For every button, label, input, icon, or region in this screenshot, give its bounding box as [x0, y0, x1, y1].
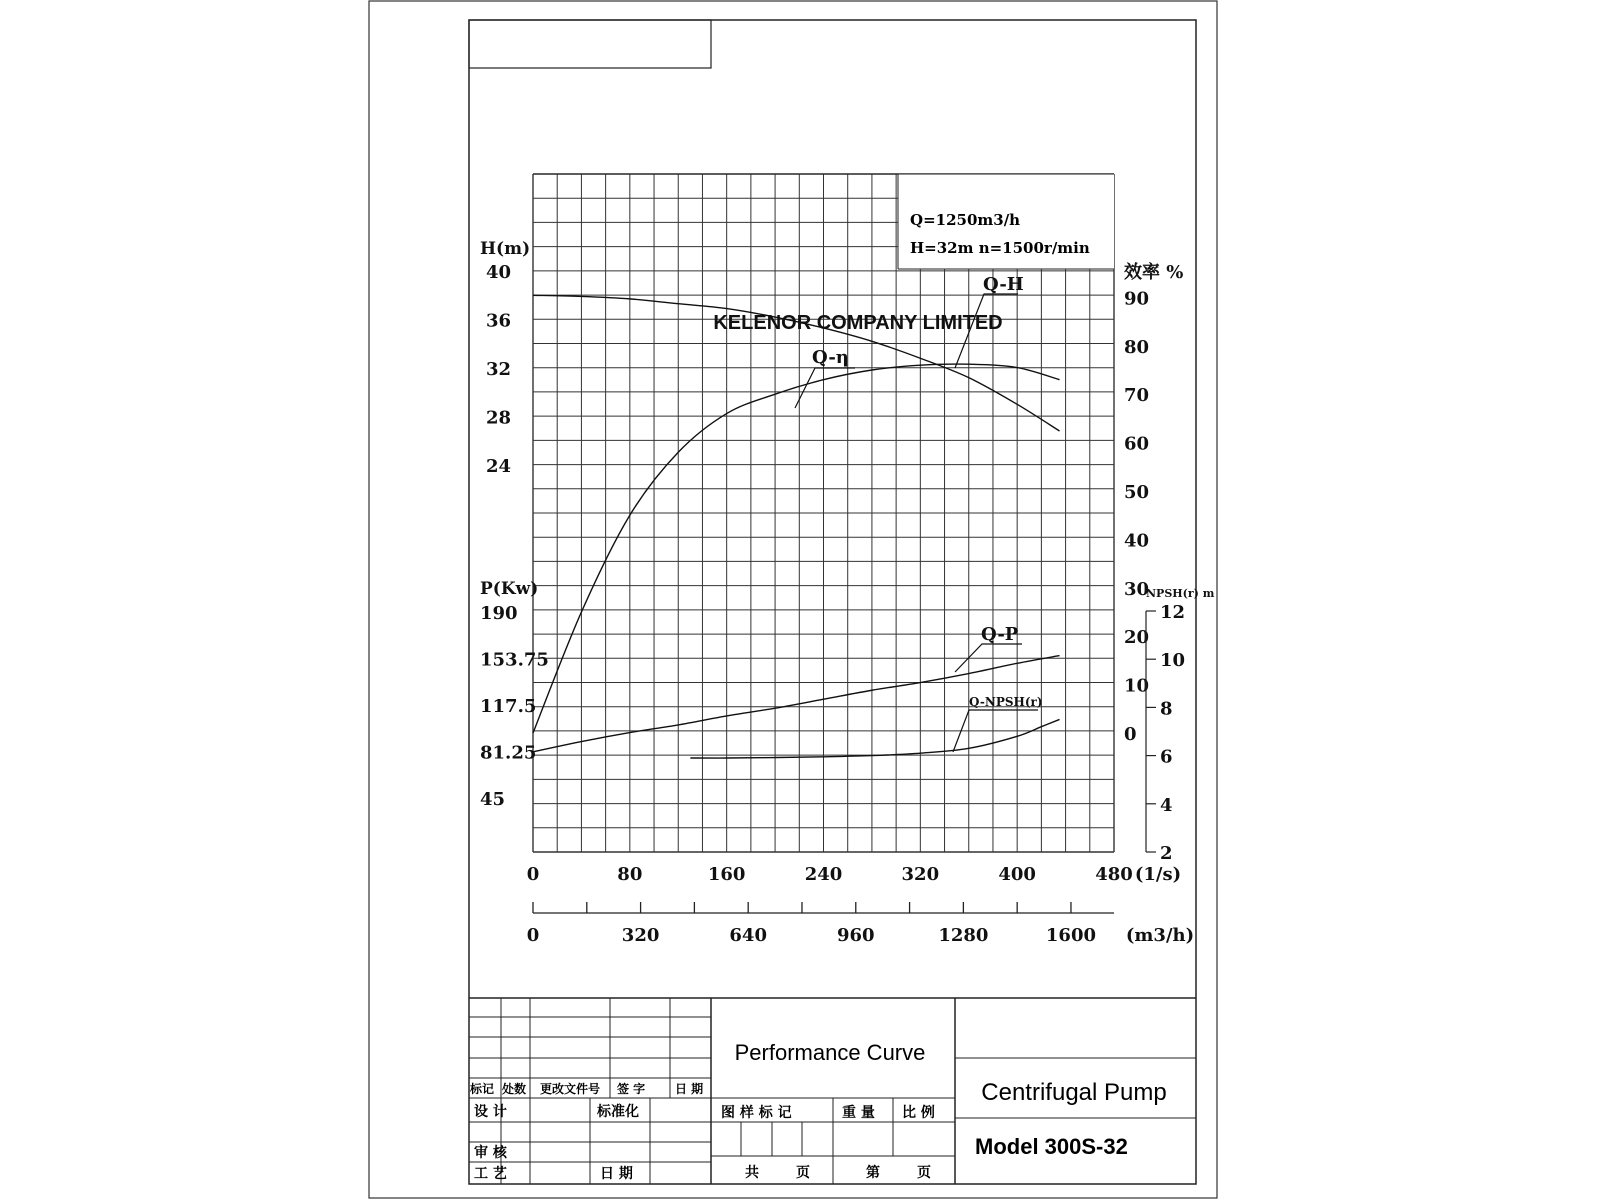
model-name: Model 300S-32	[975, 1134, 1128, 1159]
power-tick-label: 190	[480, 603, 518, 624]
rev-header-count: 处数	[502, 1082, 527, 1096]
npsh-tick-label: 10	[1160, 650, 1186, 672]
x-ls-tick-label: 400	[998, 864, 1036, 885]
power-tick-label: 153.75	[480, 649, 549, 671]
rev-header-mark: 标记	[470, 1082, 495, 1096]
rev-header-date: 日 期	[675, 1082, 704, 1096]
x-m3h-tick-label: 640	[729, 925, 767, 946]
efficiency-tick-label: 20	[1124, 627, 1150, 649]
power-tick-label: 81.25	[480, 742, 537, 764]
x-ls-unit-label: (1/s)	[1134, 864, 1182, 885]
x-m3h-tick-label: 1280	[938, 925, 989, 946]
doc-title: Performance Curve	[734, 1040, 926, 1065]
power-tick-label: 117.5	[480, 696, 537, 717]
q-eta-label: Q-η	[812, 347, 849, 368]
x-m3h-tick-label: 1600	[1045, 925, 1097, 946]
x-m3h-unit-label: (m3/h)	[1125, 925, 1195, 946]
npsh-tick-label: 12	[1160, 602, 1186, 623]
head-tick-label: 28	[486, 407, 512, 429]
drawing-code-box	[469, 20, 711, 68]
efficiency-tick-label: 80	[1124, 336, 1150, 358]
spec-flow: Q=1250m3/h	[910, 211, 1021, 229]
efficiency-axis-label: 效率 %	[1124, 262, 1184, 283]
npsh-tick-label: 6	[1160, 746, 1173, 768]
x-m3h-tick-label: 960	[836, 925, 875, 946]
head-tick-label: 32	[486, 358, 512, 380]
standard-label: 标准化	[597, 1104, 639, 1120]
q-h-label: Q-H	[983, 274, 1024, 295]
title-block	[469, 998, 1196, 1184]
q-npsh-label: Q-NPSH(r)	[969, 695, 1043, 709]
q-p-label: Q-P	[981, 624, 1019, 645]
efficiency-tick-label: 70	[1124, 385, 1150, 407]
efficiency-tick-label: 10	[1124, 675, 1150, 697]
head-axis-label: H(m)	[480, 239, 531, 259]
head-tick-label: 40	[486, 262, 512, 283]
power-tick-label: 45	[480, 789, 506, 810]
sheet-label: 第	[866, 1165, 880, 1181]
x-m3h-tick-label: 0	[526, 925, 540, 946]
power-axis-label: P(Kw)	[480, 579, 539, 599]
head-tick-label: 24	[486, 455, 512, 477]
product-name: Centrifugal Pump	[981, 1079, 1167, 1106]
x-ls-tick-label: 480	[1095, 864, 1133, 885]
rev-header-docno: 更改文件号	[540, 1082, 601, 1096]
drawing-mark-label: 图 样 标 记	[721, 1105, 792, 1121]
scale-label: 比 例	[902, 1105, 935, 1121]
m3h-scale	[527, 902, 1194, 946]
x-ls-tick-label: 0	[526, 864, 540, 885]
efficiency-tick-label: 50	[1124, 482, 1150, 503]
spec-head-speed: H=32m n=1500r/min	[910, 239, 1090, 257]
weight-label: 重 量	[842, 1105, 875, 1121]
chart-curves	[533, 274, 1060, 758]
process-label: 工 艺	[474, 1166, 507, 1182]
head-tick-label: 36	[486, 310, 512, 332]
x-ls-tick-label: 160	[707, 864, 746, 885]
date-label: 日 期	[600, 1166, 633, 1182]
npsh-axis-label: NPSH(r) m	[1146, 587, 1215, 600]
q-eta-curve	[533, 364, 1060, 733]
npsh-tick-label: 4	[1160, 794, 1173, 816]
x-ls-tick-label: 320	[901, 864, 940, 885]
chart-grid	[533, 174, 1114, 852]
efficiency-tick-label: 40	[1124, 530, 1150, 552]
x-m3h-tick-label: 320	[621, 925, 660, 946]
efficiency-tick-label: 30	[1124, 578, 1150, 600]
x-ls-tick-label: 240	[804, 864, 843, 885]
page-label-b: 页	[917, 1165, 931, 1181]
design-label: 设 计	[474, 1104, 507, 1120]
npsh-tick-label: 2	[1160, 843, 1173, 864]
q-npsh-curve	[690, 719, 1059, 758]
efficiency-tick-label: 0	[1124, 724, 1137, 745]
rev-header-sign: 签 字	[617, 1082, 646, 1096]
npsh-tick-label: 8	[1160, 698, 1173, 720]
page-label-a: 页	[796, 1165, 810, 1181]
x-ls-tick-label: 80	[617, 864, 643, 885]
efficiency-tick-label: 60	[1124, 433, 1150, 455]
total-label: 共	[745, 1165, 759, 1181]
review-label: 审 核	[474, 1145, 507, 1161]
efficiency-tick-label: 90	[1124, 288, 1150, 310]
watermark-text: KELENOR COMPANY LIMITED	[713, 312, 1003, 334]
